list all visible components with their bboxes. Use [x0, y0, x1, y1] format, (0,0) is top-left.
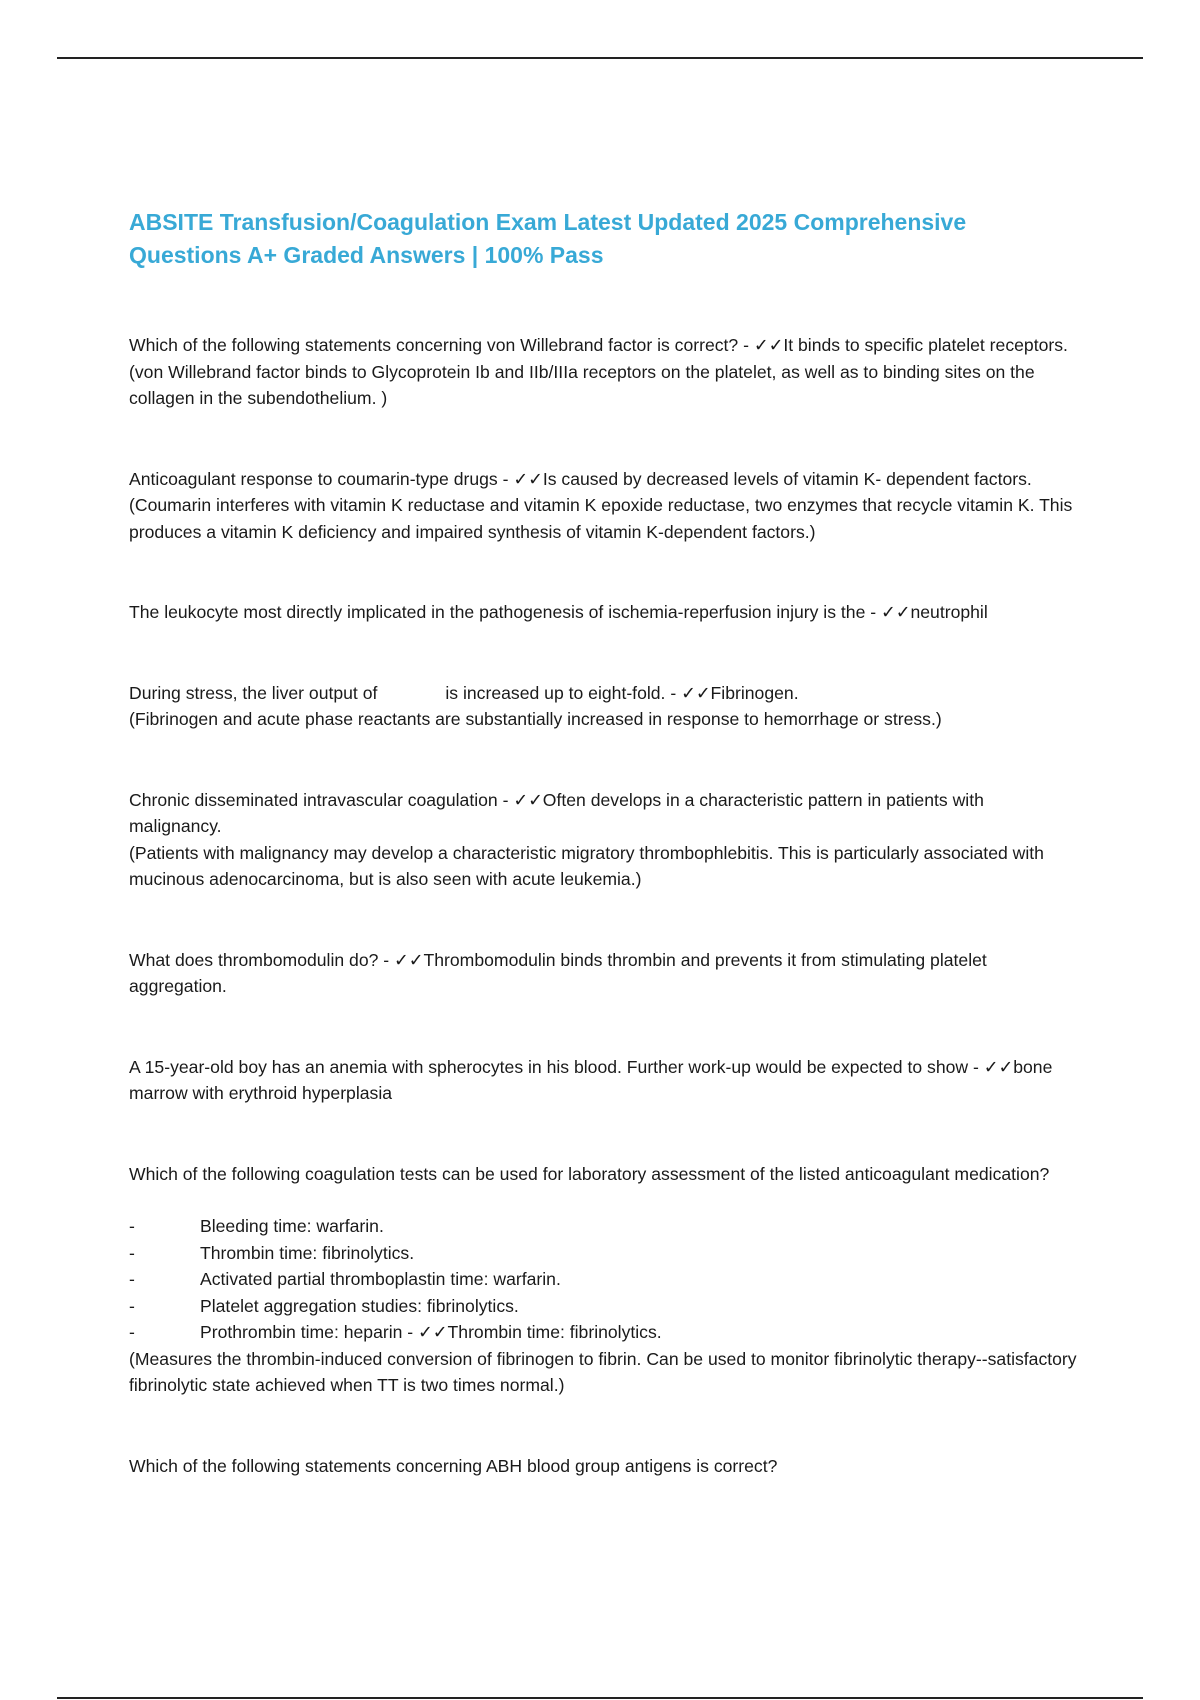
question-text: Which of the following coagulation tests can be used for laboratory assessment of the listed anticoagulant medication?	[129, 1163, 1050, 1184]
answer-option: - Platelet aggregation studies: fibrinolytics.	[129, 1293, 1079, 1320]
answer-option: - Prothrombin time: heparin - ✓✓Thrombin time: fibrinolytics.	[129, 1319, 1079, 1346]
answer-option: - Activated partial thromboplastin time: warfarin.	[129, 1266, 1079, 1293]
qa-item-3	[129, 599, 1079, 626]
qa-item-1	[129, 332, 1079, 412]
option-dash: -	[129, 1295, 135, 1316]
header-rule	[57, 57, 1143, 59]
question-text: A 15-year-old boy has an anemia with spherocytes in his blood. Further work-up would be expected to show - ✓✓bone marrow with erythroid hyperplasia	[129, 1056, 1053, 1103]
answer-option: - Bleeding time: warfarin.	[129, 1213, 1079, 1240]
explanation-text: (von Willebrand factor binds to Glycoprotein Ib and IIb/IIIa receptors on the platelet, as well as to binding sites on the collagen in the subendothelium. )	[129, 361, 1035, 408]
question-text: Anticoagulant response to coumarin-type drugs - ✓✓Is caused by decreased levels of vitamin K- dependent factors.	[129, 468, 1032, 489]
option-dash: -	[129, 1216, 135, 1236]
question-text: Chronic disseminated intravascular coagulation - ✓✓Often develops in a characteristic pattern in patients with malignancy.	[129, 789, 984, 836]
document-title: ABSITE Transfusion/Coagulation Exam Latest Updated 2025 Comprehensive Questions A+ Graded Answers | 100% Pass	[129, 209, 967, 268]
qa-item-5	[129, 787, 1079, 893]
explanation-text: (Measures the thrombin-induced conversion of fibrinogen to fibrin. Can be used to monitor fibrinolytic therapy--satisfactory fibrinolytic state achieved when TT is two times normal.)	[129, 1348, 1077, 1395]
question-end: is increased up to eight-fold. - ✓✓Fibrinogen.	[445, 682, 799, 703]
option-dash: -	[129, 1322, 135, 1342]
answer-options	[129, 1213, 1079, 1346]
qa-item-8	[129, 1161, 1079, 1399]
document-body	[129, 206, 1079, 1479]
explanation-text: (Patients with malignancy may develop a characteristic migratory thrombophlebitis. This is particularly associated with mucinous adenocarcinoma, but is also seen with acute leukemia.)	[129, 842, 1044, 889]
question-text: Which of the following statements concerning ABH blood group antigens is correct?	[129, 1455, 778, 1476]
qa-item-2	[129, 466, 1079, 546]
option-dash: -	[129, 1269, 135, 1289]
question-text: Which of the following statements concerning von Willebrand factor is correct? - ✓✓It binds to specific platelet receptors.	[129, 335, 1068, 355]
question-text: The leukocyte most directly implicated in the pathogenesis of ischemia-reperfusion injury is the - ✓✓neutrophil	[129, 602, 988, 622]
question-start: During stress, the liver output of	[129, 682, 378, 703]
qa-item-6	[129, 947, 1079, 1000]
qa-item-9	[129, 1453, 1079, 1480]
explanation-text: (Fibrinogen and acute phase reactants are substantially increased in response to hemorrhage or stress.)	[129, 709, 942, 729]
question-text	[129, 680, 1079, 707]
footer-rule	[57, 1697, 1143, 1699]
explanation-text: (Coumarin interferes with vitamin K reductase and vitamin K epoxide reductase, two enzymes that recycle vitamin K. This produces a vitamin K deficiency and impaired synthesis of vitamin K-dependent factors.)	[129, 495, 1073, 542]
question-text: What does thrombomodulin do? - ✓✓Thrombomodulin binds thrombin and prevents it from stimulating platelet aggregation.	[129, 949, 987, 996]
qa-item-7	[129, 1054, 1079, 1107]
qa-item-4	[129, 680, 1079, 733]
option-dash: -	[129, 1242, 135, 1263]
answer-option: - Thrombin time: fibrinolytics.	[129, 1240, 1079, 1267]
